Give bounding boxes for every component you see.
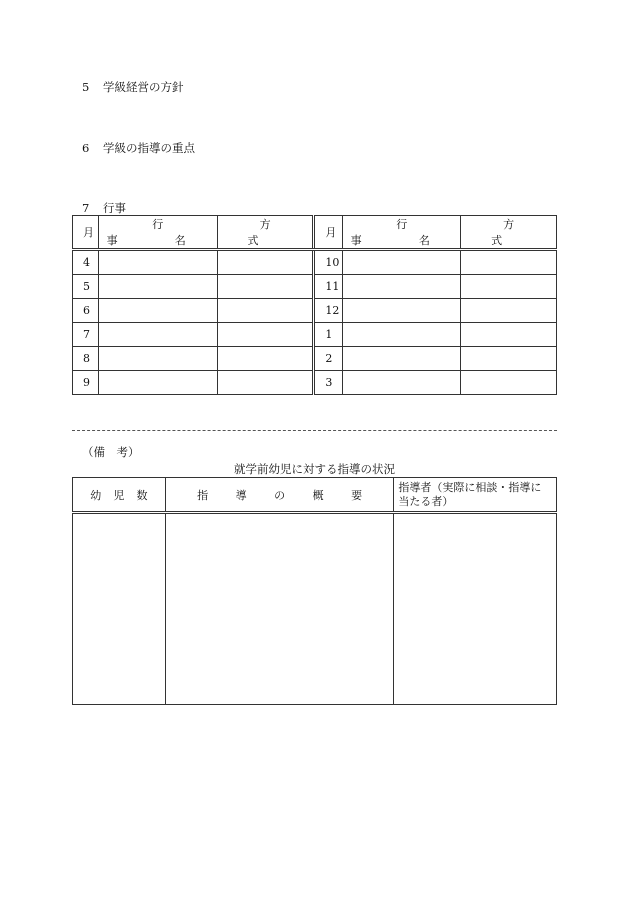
table-row [73, 513, 557, 705]
method-cell [217, 299, 314, 323]
section-title: 学級経営の方針 [103, 80, 184, 94]
guidance-summary-cell [165, 513, 394, 705]
event-name-cell [98, 250, 217, 275]
event-name-cell [98, 299, 217, 323]
header-event-name: 行 事 名 [343, 216, 461, 250]
guidance-table [72, 477, 557, 705]
event-name-cell [98, 347, 217, 371]
remarks-label: （備 考） [82, 445, 140, 459]
method-cell [217, 275, 314, 299]
events-table [72, 215, 574, 395]
table-row [73, 250, 557, 275]
method-cell [461, 250, 557, 275]
table-row [73, 371, 557, 395]
header-month: 月 [73, 216, 99, 250]
method-cell [217, 371, 314, 395]
table-row [73, 347, 557, 371]
month-cell: 5 [73, 275, 99, 299]
month-cell: 12 [314, 299, 343, 323]
month-cell: 6 [73, 299, 99, 323]
event-name-cell [343, 347, 461, 371]
month-cell: 4 [73, 250, 99, 275]
header-month: 月 [314, 216, 343, 250]
section-number: 5 [82, 80, 90, 94]
section-6-heading [82, 140, 195, 156]
event-name-cell [343, 299, 461, 323]
month-cell: 11 [314, 275, 343, 299]
event-name-cell [98, 323, 217, 347]
method-cell [217, 323, 314, 347]
section-title: 学級の指導の重点 [103, 141, 195, 155]
children-count-cell [73, 513, 166, 705]
header-event-name: 行 事 名 [98, 216, 217, 250]
header-guidance-summary: 指導の概要 [165, 478, 394, 513]
month-cell: 8 [73, 347, 99, 371]
event-name-cell [343, 275, 461, 299]
event-name-cell [343, 250, 461, 275]
events-table-header [73, 216, 557, 250]
table-row [73, 323, 557, 347]
header-method: 方 式 [461, 216, 557, 250]
method-cell [461, 275, 557, 299]
guidance-table-header [73, 478, 557, 513]
guidance-table-title: 就学前幼児に対する指導の状況 [234, 462, 395, 476]
section-number: 7 [82, 201, 90, 215]
method-cell [461, 299, 557, 323]
section-number: 6 [82, 141, 90, 155]
month-cell: 7 [73, 323, 99, 347]
header-children-count: 幼児数 [73, 478, 166, 513]
method-cell [461, 371, 557, 395]
section-title: 行事 [103, 201, 126, 215]
event-name-cell [343, 371, 461, 395]
month-cell: 3 [314, 371, 343, 395]
method-cell [217, 347, 314, 371]
header-method: 方 式 [217, 216, 314, 250]
table-row [73, 299, 557, 323]
event-name-cell [98, 275, 217, 299]
method-cell [461, 323, 557, 347]
instructor-cell [394, 513, 557, 705]
month-cell: 1 [314, 323, 343, 347]
method-cell [217, 250, 314, 275]
table-row [73, 275, 557, 299]
section-5-heading [82, 79, 184, 95]
event-name-cell [98, 371, 217, 395]
month-cell: 2 [314, 347, 343, 371]
month-cell: 9 [73, 371, 99, 395]
section-7-heading [82, 200, 126, 216]
month-cell: 10 [314, 250, 343, 275]
method-cell [461, 347, 557, 371]
dashed-divider [72, 430, 557, 431]
event-name-cell [343, 323, 461, 347]
header-instructor: 指導者（実際に相談・指導に当たる者） [394, 478, 557, 513]
